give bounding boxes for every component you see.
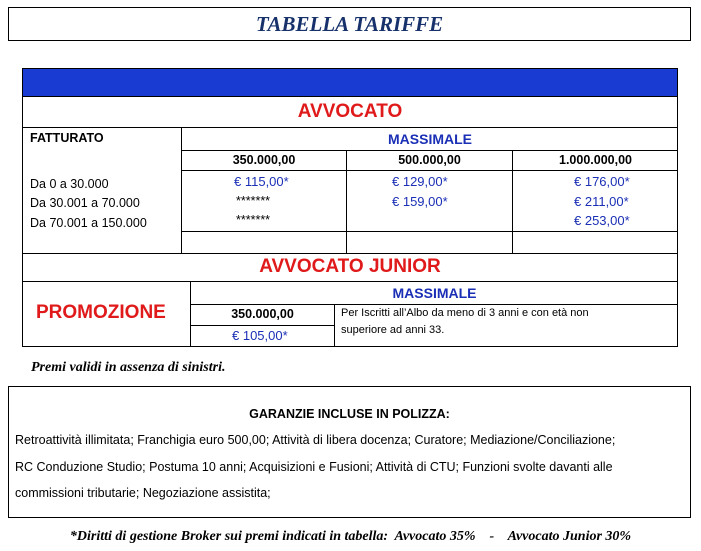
price-cell: € 159,00*: [392, 194, 448, 209]
divider: [190, 304, 678, 305]
divider: [22, 253, 678, 254]
massimale-label: MASSIMALE: [388, 131, 472, 147]
price-cell: € 129,00*: [392, 174, 448, 189]
blue-header-band: [22, 68, 678, 97]
promozione-label: PROMOZIONE: [36, 302, 166, 323]
junior-price: € 105,00*: [232, 328, 288, 343]
divider: [181, 170, 678, 171]
junior-note-1: Per Iscritti all’Albo da meno di 3 anni e con età non: [341, 307, 589, 319]
avvocato-junior-heading: AVVOCATO JUNIOR: [259, 256, 441, 277]
junior-column-350k: 350.000,00: [231, 307, 294, 321]
price-cell: € 176,00*: [574, 174, 630, 189]
fatturato-row-1: Da 0 a 30.000: [30, 177, 109, 191]
junior-massimale-label: MASSIMALE: [392, 285, 477, 301]
fatturato-row-2: Da 30.001 a 70.000: [30, 196, 140, 210]
price-cell: € 253,00*: [574, 213, 630, 228]
price-cell: € 115,00*: [234, 174, 289, 189]
garanzie-line-1: Retroattività illimitata; Franchigia euro 500,00; Attività di libera docenza; Curatore; Mediazione/Conciliazione;: [15, 433, 616, 447]
divider: [181, 150, 678, 151]
fatturato-label: FATTURATO: [30, 131, 104, 145]
column-1m: 1.000.000,00: [559, 153, 632, 167]
footer-note: *Diritti di gestione Broker sui premi indicati in tabella: Avvocato 35% - Avvocato Junior 30%: [69, 529, 632, 544]
premi-note: Premi validi in assenza di sinistri.: [31, 360, 226, 375]
price-cell: *******: [236, 213, 271, 227]
column-350k: 350.000,00: [232, 153, 296, 167]
garanzie-line-3: commissioni tributarie; Negoziazione assistita;: [15, 486, 271, 500]
fatturato-row-3: Da 70.001 a 150.000: [30, 216, 147, 230]
page-title: TABELLA TARIFFE: [255, 12, 444, 36]
divider: [22, 127, 678, 128]
garanzie-heading: GARANZIE INCLUSE IN POLIZZA:: [249, 407, 450, 421]
price-cell: *******: [236, 194, 271, 208]
junior-note-2: superiore ad anni 33.: [341, 324, 445, 336]
price-cell: € 211,00*: [574, 194, 629, 209]
column-500k: 500.000,00: [398, 153, 461, 167]
avvocato-heading: AVVOCATO: [297, 101, 403, 122]
garanzie-line-2: RC Conduzione Studio; Postuma 10 anni; Acquisizioni e Fusioni; Attività di CTU; Funzioni svolte davanti alle: [15, 460, 613, 474]
divider: [181, 231, 678, 232]
divider: [22, 281, 678, 282]
divider: [190, 325, 335, 326]
title-box: [8, 7, 691, 41]
